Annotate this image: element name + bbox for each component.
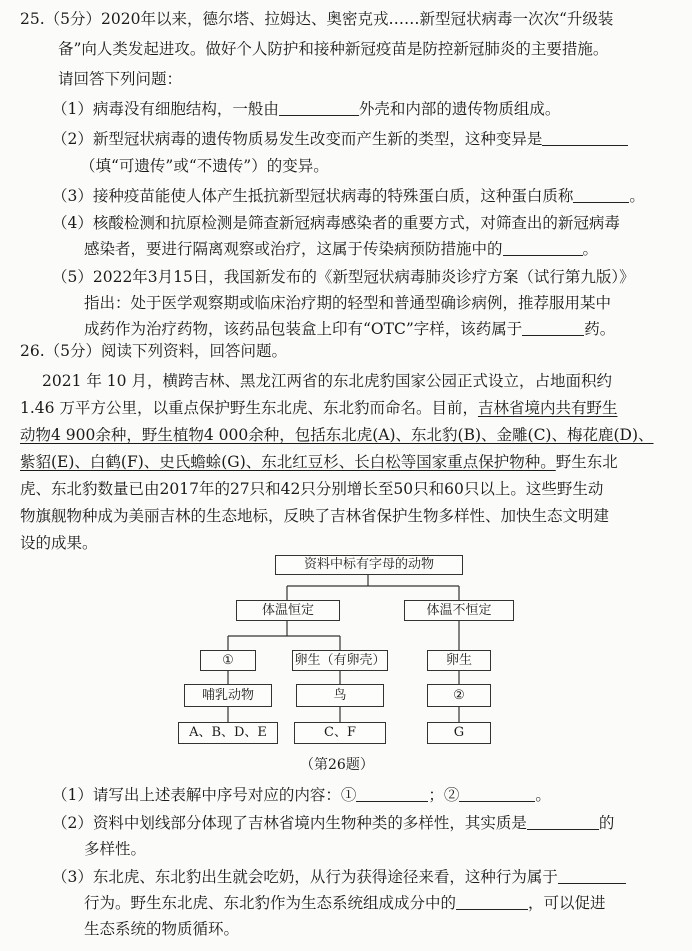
material-underlined: 紫貂(E)、白鹤(F)、史氏蟾蜍(G)、东北红豆杉、长白松等国家重点保护物种。 (20, 453, 556, 471)
q25-sub-5-tail: 药。 (584, 320, 616, 338)
q25-sub-5-text: 成药作为治疗药物，该药品包装盒上印有“OTC”字样，该药属于 (84, 320, 523, 338)
q26-material-3: 动物4 900余种，野生植物4 000余种，包括东北虎(A)、东北豹(B)、金雕(C)、梅花鹿(D)、 (20, 426, 654, 444)
q25-sub-4: （4）核酸检测和抗原检测是筛查新冠病毒感染者的重要方式，对筛查出的新冠病毒 (52, 214, 620, 232)
material-text: 野生东北 (555, 453, 618, 471)
q26-sub-2 (52, 812, 614, 834)
diagram-egg-with-shell: 卵生（有卵壳） (292, 650, 388, 671)
q26-sub-3-text-3: ，可以促进 (528, 894, 606, 912)
q25-line-1: 25.（5分）2020年以来，德尔塔、拉姆达、奥密克戎……新型冠状病毒一次次“升级装 (20, 10, 614, 28)
q26-sub-2-tail: 的 (598, 814, 615, 832)
q25-sub-3-tail: 。 (629, 187, 645, 205)
diagram-group-abde: A、B、D、E (178, 722, 278, 744)
diagram-bird: 鸟 (296, 684, 384, 707)
q26-sub-1-mid: ；② (428, 786, 460, 804)
q25-sub-1-tail: 外壳和内部的遗传物质组成。 (358, 100, 561, 118)
q26-sub-1-text: （1）请写出上述表解中序号对应的内容：① (52, 786, 357, 804)
answer-blank[interactable] (527, 813, 599, 830)
q26-sub-2-text: （2）资料中划线部分体现了吉林省境内生物种类的多样性，其实质是 (52, 814, 527, 832)
q25-sub-5-cont-1: 指出：处于医学观察期或临床治疗期的轻型和普通型确诊病例，推荐服用某中 (84, 294, 612, 312)
diagram-blank-2: ② (427, 684, 491, 707)
q26-heading: 26.（5分）阅读下列资料，回答问题。 (20, 342, 288, 360)
q26-sub-3-text-2: 行为。野生东北虎、东北豹作为生态系统组成成分中的 (84, 894, 457, 912)
answer-blank[interactable] (356, 785, 428, 802)
q26-sub-3-cont-2: 生态系统的物质循环。 (84, 920, 240, 938)
q25-sub-3-text: （3）接种疫苗能使人体产生抵抗新型冠状病毒的特殊蛋白质，这种蛋白质称 (52, 187, 574, 205)
diagram-root: 资料中标有字母的动物 (275, 555, 463, 575)
diagram-caption: （第26题） (300, 757, 374, 773)
q26-material-7: 设的成果。 (20, 534, 98, 552)
q25-sub-4-text: 感染者，要进行隔离观察或治疗，这属于传染病预防措施中的 (84, 240, 503, 258)
q25-sub-4-tail: 。 (582, 240, 599, 258)
diagram-egg: 卵生 (427, 650, 491, 671)
q26-sub-1-tail: 。 (535, 786, 551, 804)
material-text: 1.46 万平方公里，以重点保护野生东北虎、东北豹而命名。目前， (20, 399, 478, 417)
q25-sub-2-cont: （填“可遗传”或“不遗传”）的变异。 (80, 157, 329, 175)
diagram-mammal: 哺乳动物 (184, 684, 272, 707)
diagram-cold-blooded: 体温不恒定 (404, 600, 514, 621)
q25-line-3: 请回答下列问题： (58, 70, 183, 88)
q26-sub-3-text: （3）东北虎、东北豹出生就会吃奶，从行为获得途径来看，这种行为属于 (52, 868, 558, 886)
material-underlined: 吉林省境内共有野生 (477, 399, 618, 417)
diagram-group-g: G (427, 722, 491, 744)
q26-sub-1 (52, 784, 551, 806)
q26-sub-2-cont: 多样性。 (84, 840, 147, 858)
answer-blank[interactable] (459, 785, 535, 802)
q25-sub-5: （5）2022年3月15日，我国新发布的《新型冠状病毒肺炎诊疗方案（试行第九版）》 (52, 268, 635, 286)
diagram-group-cf: C、F (294, 722, 386, 744)
diagram-warm-blooded: 体温恒定 (236, 600, 340, 621)
q25-sub-1-text: （1）病毒没有细胞结构，一般由 (52, 100, 279, 118)
q26-material-1: 2021 年 10 月，横跨吉林、黑龙江两省的东北虎豹国家公园正式设立，占地面积约 (42, 372, 612, 390)
q25-sub-2-text: （2）新型冠状病毒的遗传物质易发生改变而产生新的类型，这种变异是 (52, 130, 543, 148)
answer-blank[interactable] (558, 867, 626, 884)
diagram-blank-1: ① (200, 650, 256, 671)
q26-sub-3-cont (84, 892, 606, 914)
q26-sub-3 (52, 866, 626, 888)
q26-material-6: 物旗舰物种成为美丽吉林的生态地标，反映了吉林省保护生物多样性、加快生态文明建 (20, 507, 610, 525)
q26-material-5: 虎、东北豹数量已由2017年的27只和42只分别增长至50只和60只以上。这些野生动 (20, 480, 604, 498)
answer-blank[interactable] (456, 893, 528, 910)
q25-line-2: 备”向人类发起进攻。做好个人防护和接种新冠疫苗是防控新冠肺炎的主要措施。 (58, 40, 609, 58)
